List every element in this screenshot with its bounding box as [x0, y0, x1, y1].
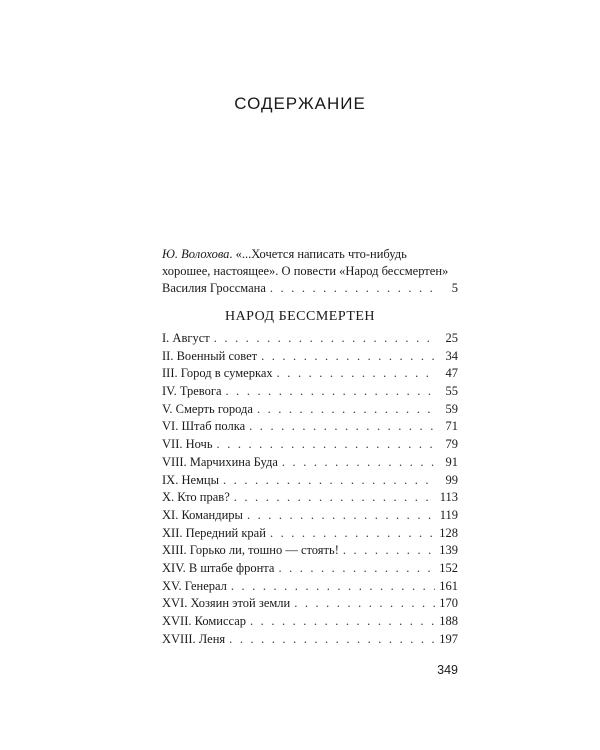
dot-leader	[278, 560, 435, 578]
toc-entry	[162, 418, 458, 436]
chapter-title: VI. Штаб полка	[162, 419, 246, 434]
chapter-page-number: 197	[439, 631, 458, 646]
chapter-title: XI. Командиры	[162, 507, 243, 522]
toc-entry	[162, 507, 458, 525]
intro-entry	[162, 246, 458, 297]
dot-leader	[231, 578, 435, 596]
chapter-title: VIII. Марчихина Буда	[162, 454, 278, 469]
chapter-title: III. Город в сумерках	[162, 366, 273, 381]
chapter-title: VII. Ночь	[162, 437, 213, 452]
chapter-title: IX. Немцы	[162, 472, 220, 487]
toc-entry	[162, 542, 458, 560]
toc-list	[162, 330, 458, 648]
chapter-page-number: 139	[439, 543, 458, 558]
chapter-page-number: 128	[439, 525, 458, 540]
toc-entry	[162, 613, 458, 631]
chapter-page-number: 47	[445, 366, 458, 381]
chapter-page-number: 34	[445, 348, 458, 363]
intro-author: Ю. Волохова	[162, 247, 230, 261]
chapter-page-number: 25	[445, 331, 458, 345]
chapter-title: XVIII. Леня	[162, 631, 226, 646]
chapter-title: XVII. Комиссар	[162, 614, 247, 628]
chapter-page-number: 170	[439, 596, 458, 611]
chapter-title: XIII. Горько ли, тошно — стоять!	[162, 543, 339, 558]
dot-leader	[343, 542, 435, 560]
chapter-page-number: 119	[439, 507, 458, 522]
chapter-page-number: 79	[445, 437, 458, 452]
chapter-title: II. Военный совет	[162, 348, 258, 363]
chapter-page-number: 113	[439, 490, 458, 505]
toc-entry	[162, 578, 458, 596]
intro-page-number: 5	[451, 281, 458, 295]
chapter-page-number: 71	[445, 419, 458, 434]
dot-leader	[249, 418, 436, 436]
dot-leader	[250, 613, 435, 631]
dot-leader	[234, 489, 436, 507]
dot-leader	[294, 595, 435, 613]
chapter-title: XV. Генерал	[162, 578, 227, 593]
dot-leader	[229, 631, 435, 649]
dot-leader	[214, 330, 436, 348]
chapter-page-number: 91	[445, 454, 458, 469]
page-title: СОДЕРЖАНИЕ	[234, 94, 366, 113]
page-number: 349	[437, 663, 458, 677]
dot-leader	[277, 365, 436, 383]
intro-line-1	[162, 246, 458, 263]
toc-entry	[162, 348, 458, 366]
chapter-page-number: 188	[439, 614, 458, 628]
toc-entry	[162, 595, 458, 613]
dot-leader	[226, 383, 436, 401]
chapter-page-number: 99	[445, 472, 458, 487]
intro-line-3	[162, 280, 458, 297]
dot-leader	[247, 507, 436, 525]
dot-leader	[217, 436, 436, 454]
section-title: НАРОД БЕССМЕРТЕН	[224, 309, 376, 324]
chapter-title: V. Смерть города	[162, 401, 253, 416]
toc-entry	[162, 401, 458, 419]
chapter-page-number: 55	[445, 384, 458, 399]
toc-entry	[162, 472, 458, 490]
toc-entry	[162, 383, 458, 401]
dot-leader	[261, 348, 436, 366]
chapter-page-number: 161	[439, 578, 458, 593]
chapter-title: I. Август	[162, 331, 210, 345]
chapter-page-number: 59	[445, 401, 458, 416]
chapter-title: XIV. В штабе фронта	[162, 560, 275, 575]
dot-leader	[270, 525, 435, 543]
toc-entry	[162, 525, 458, 543]
chapter-title: XII. Передний край	[162, 525, 266, 540]
intro-line-3-text: Василия Гроссмана	[162, 281, 266, 295]
toc-entry	[162, 330, 458, 348]
toc-entry	[162, 631, 458, 649]
dot-leader	[282, 454, 436, 472]
chapter-title: XVI. Хозяин этой земли	[162, 596, 291, 611]
toc-entry	[162, 489, 458, 507]
toc-entry	[162, 365, 458, 383]
intro-line-2: хорошее, настоящее». О повести «Народ бессмертен»	[162, 264, 449, 278]
chapter-page-number: 152	[439, 560, 458, 575]
chapter-title: IV. Тревога	[162, 384, 222, 399]
dot-leader	[270, 280, 436, 297]
intro-line-1-text: . «...Хочется написать что-нибудь	[229, 247, 407, 261]
toc-entry	[162, 436, 458, 454]
chapter-title: X. Кто прав?	[162, 490, 230, 505]
toc-entry	[162, 454, 458, 472]
dot-leader	[257, 401, 436, 419]
toc-entry	[162, 560, 458, 578]
dot-leader	[223, 472, 436, 490]
